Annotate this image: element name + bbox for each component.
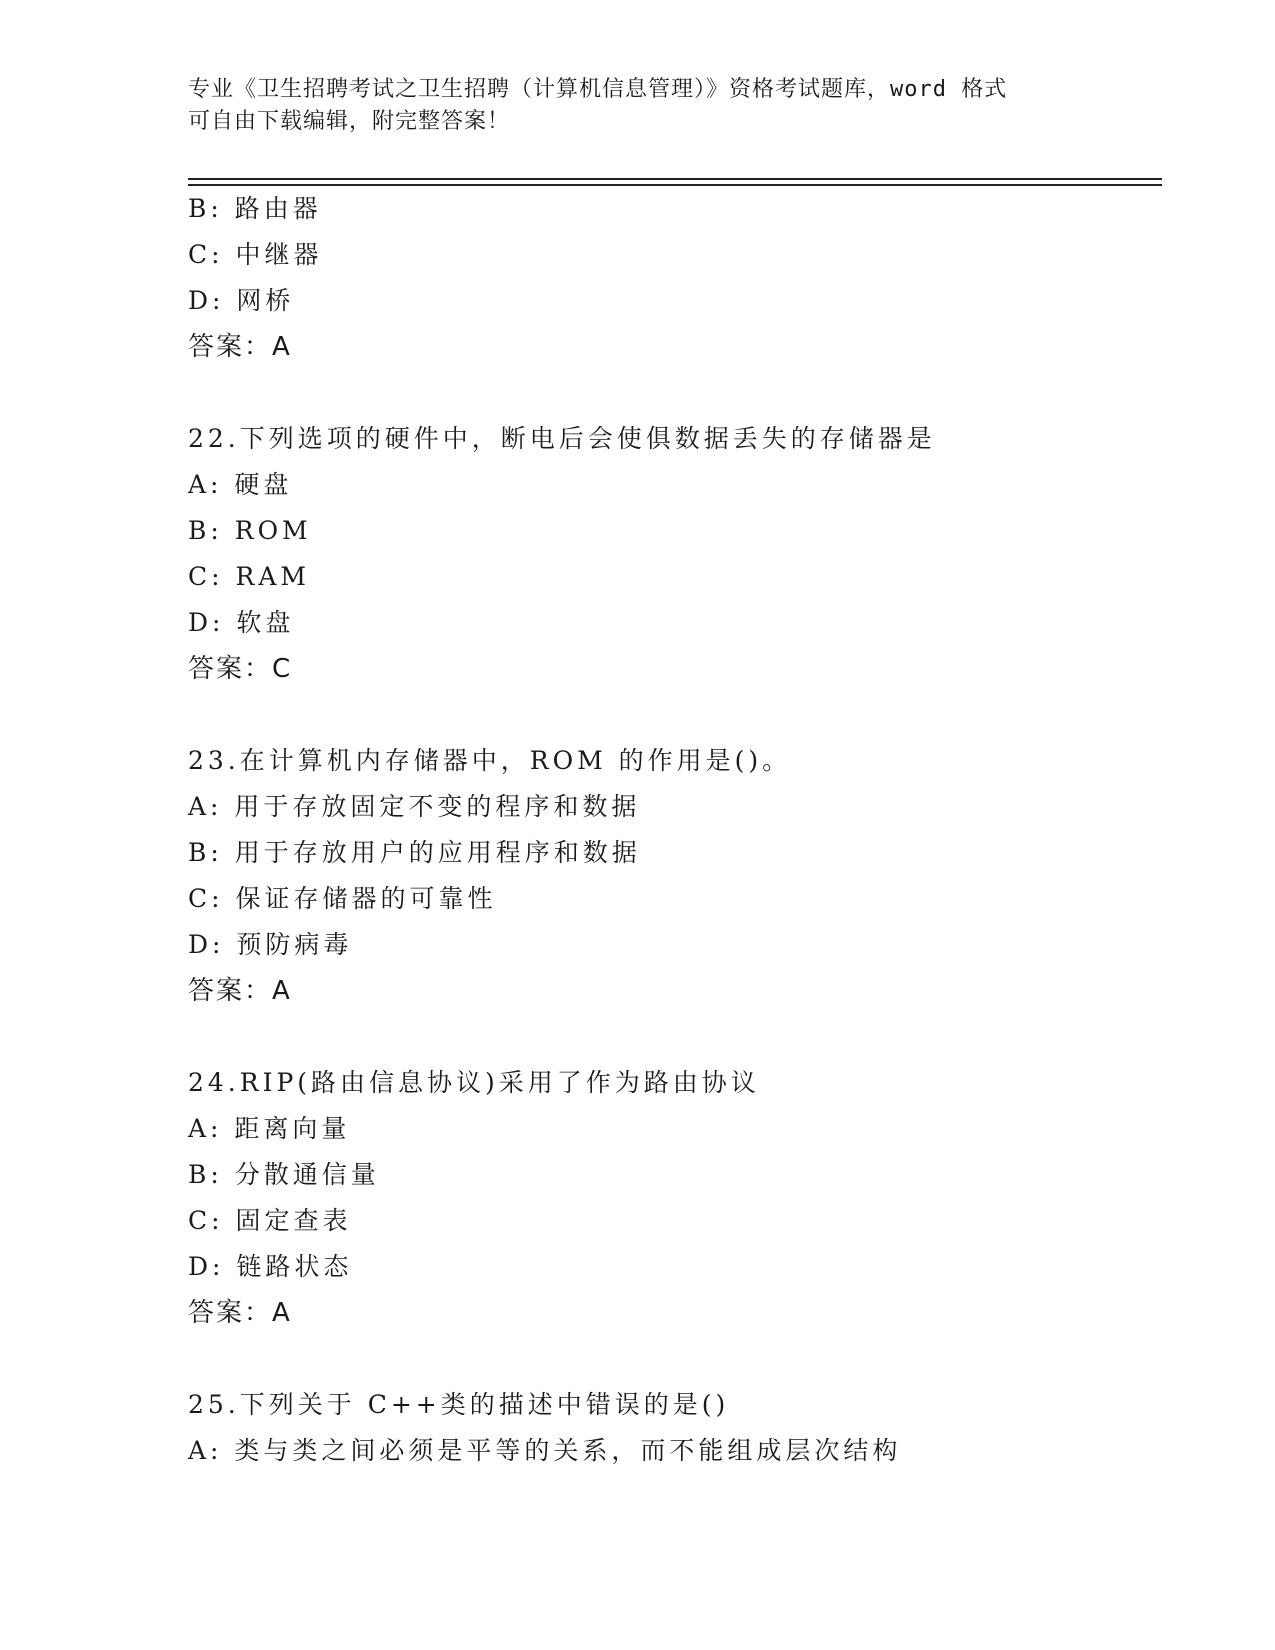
option-d: D: 链路状态 (188, 1252, 353, 1281)
header-rule-top (188, 178, 1162, 180)
option-b: B: 路由器 (188, 194, 322, 223)
option-b: B: ROM (188, 516, 312, 545)
spacer (188, 1014, 1162, 1060)
question-22 (188, 416, 1162, 692)
spacer (188, 370, 1162, 416)
header-line-1: 专业《卫生招聘考试之卫生招聘（计算机信息管理）》资格考试题库，word 格式 (188, 77, 1008, 102)
question-25 (188, 1382, 1162, 1474)
option-d: D: 网桥 (188, 286, 295, 315)
answer: 答案：A (188, 976, 292, 1006)
option-c: C: 中继器 (188, 240, 323, 269)
option-c: C: 保证存储器的可靠性 (188, 884, 497, 913)
option-b: B: 分散通信量 (188, 1160, 380, 1189)
option-a: A: 用于存放固定不变的程序和数据 (188, 792, 641, 821)
spacer (188, 692, 1162, 738)
prev-question-block (188, 186, 1162, 370)
option-a: A: 类与类之间必须是平等的关系，而不能组成层次结构 (188, 1436, 902, 1465)
option-a: A: 距离向量 (188, 1114, 351, 1143)
option-d: D: 预防病毒 (188, 930, 353, 959)
option-c: C: 固定查表 (188, 1206, 352, 1235)
option-b: B: 用于存放用户的应用程序和数据 (188, 838, 641, 867)
answer: 答案：A (188, 1298, 292, 1328)
question-text: 23.在计算机内存储器中，ROM 的作用是()。 (188, 746, 792, 775)
option-d: D: 软盘 (188, 608, 295, 637)
question-text: 24.RIP(路由信息协议)采用了作为路由协议 (188, 1068, 760, 1097)
answer: 答案：C (188, 654, 293, 684)
question-text: 25.下列关于 C++类的描述中错误的是() (188, 1390, 730, 1419)
document-header (188, 74, 1088, 138)
option-a: A: 硬盘 (188, 470, 293, 499)
question-list (188, 186, 1162, 1474)
answer: 答案：A (188, 332, 292, 362)
option-c: C: RAM (188, 562, 310, 591)
spacer (188, 1336, 1162, 1382)
question-24 (188, 1060, 1162, 1336)
question-text: 22.下列选项的硬件中，断电后会使俱数据丢失的存储器是 (188, 424, 936, 453)
header-line-2: 可自由下载编辑，附完整答案！ (188, 109, 511, 134)
question-23 (188, 738, 1162, 1014)
